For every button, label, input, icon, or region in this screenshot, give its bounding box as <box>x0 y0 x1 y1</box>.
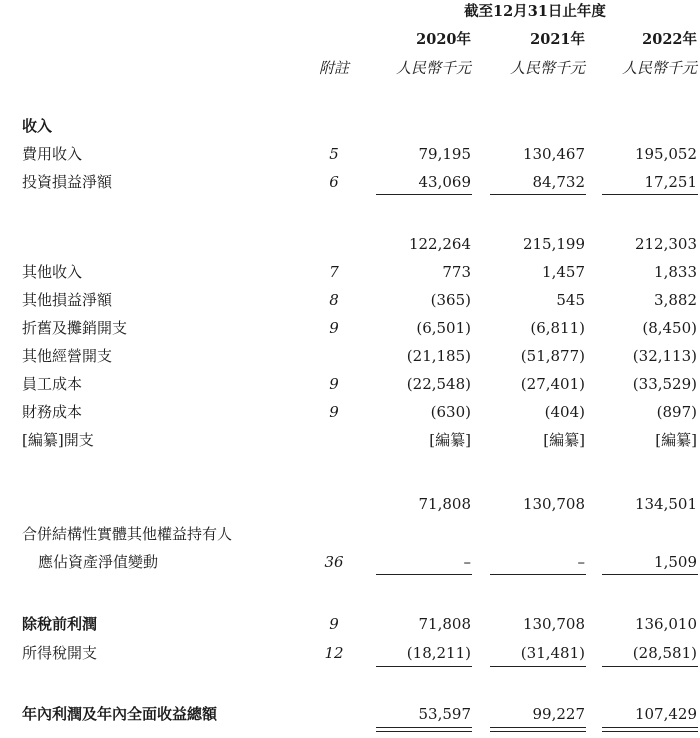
row-value-2021: 130,708 <box>522 615 585 633</box>
year-2021-header: 2021年 <box>530 31 585 48</box>
unit-header-2020: 人民幣千元 <box>395 59 471 77</box>
subtotal-value-2021: 130,708 <box>522 495 585 513</box>
row-value-2021: (31,481) <box>520 644 585 662</box>
row-value-2022: 1,509 <box>654 553 697 571</box>
subtotal-rule <box>376 574 472 575</box>
row-note: 5 <box>329 145 339 163</box>
row-label: 其他收入 <box>22 263 83 281</box>
unit-header-2022: 人民幣千元 <box>621 59 697 77</box>
subtotal-rule <box>376 666 472 667</box>
note-column-header: 附註 <box>318 59 349 77</box>
subtotal-value-2022: 212,303 <box>634 235 697 253</box>
row-label: 其他損益淨額 <box>22 291 113 309</box>
row-value-2020: 79,195 <box>418 145 471 163</box>
subtotal-rule <box>376 194 472 195</box>
row-label: 合併結構性實體其他權益持有人 <box>22 525 233 543</box>
total-double-rule <box>490 727 586 732</box>
row-label: 財務成本 <box>22 403 83 421</box>
row-value-2022: (897) <box>656 403 697 421</box>
total-double-rule <box>376 727 472 732</box>
row-value-2021: (6,811) <box>530 319 585 337</box>
row-value-2021: (27,401) <box>520 375 585 393</box>
year-2020-header: 2020年 <box>416 31 471 48</box>
row-value-2022: 136,010 <box>634 615 697 633</box>
row-note: 7 <box>329 263 339 281</box>
total-value-2021: 99,227 <box>532 705 585 723</box>
row-label: 員工成本 <box>22 375 83 393</box>
subtotal-value-2020: 122,264 <box>408 235 471 253</box>
subtotal-value-2022: 134,501 <box>634 495 697 513</box>
subtotal-rule <box>602 194 698 195</box>
subtotal-rule <box>490 194 586 195</box>
row-label-total: 年內利潤及年內全面收益總額 <box>22 705 218 723</box>
row-value-2020: (6,501) <box>416 319 471 337</box>
subtotal-rule <box>602 666 698 667</box>
row-value-2020: 43,069 <box>418 173 471 191</box>
subtotal-rule <box>490 666 586 667</box>
row-value-2022: (33,529) <box>632 375 697 393</box>
row-note: 9 <box>329 403 339 421</box>
unit-header-2021: 人民幣千元 <box>509 59 585 77</box>
row-note: 6 <box>329 173 339 191</box>
row-value-2022: 3,882 <box>654 291 697 309</box>
row-label: 其他經營開支 <box>22 347 113 365</box>
subtotal-rule <box>490 574 586 575</box>
row-note: 9 <box>329 615 339 633</box>
row-value-2022: 1,833 <box>654 263 697 281</box>
row-label: 除稅前利潤 <box>22 615 98 633</box>
row-note: 8 <box>329 291 339 309</box>
row-value-2022: (32,113) <box>632 347 697 365</box>
period-heading: 截至12月31日止年度 <box>464 3 606 20</box>
row-value-2020: (22,548) <box>406 375 471 393</box>
row-value-2022: (8,450) <box>642 319 697 337</box>
row-label: 投資損益淨額 <box>22 173 113 191</box>
total-value-2022: 107,429 <box>634 705 697 723</box>
subtotal-rule <box>602 574 698 575</box>
row-value-2020: (630) <box>430 403 471 421</box>
row-value-2021: [編纂] <box>543 431 585 449</box>
row-label: 折舊及攤銷開支 <box>22 319 128 337</box>
subtotal-value-2021: 215,199 <box>522 235 585 253</box>
row-value-2021: 545 <box>556 291 585 309</box>
row-value-2021: – <box>577 553 585 571</box>
row-note: 9 <box>329 319 339 337</box>
section-title-revenue: 收入 <box>22 117 53 135</box>
row-value-2020: 773 <box>442 263 471 281</box>
row-value-2022: 17,251 <box>644 173 697 191</box>
row-note: 9 <box>329 375 339 393</box>
row-value-2021: (404) <box>544 403 585 421</box>
row-value-2021: (51,877) <box>520 347 585 365</box>
year-2022-header: 2022年 <box>642 31 697 48</box>
row-label: 所得稅開支 <box>22 644 98 662</box>
row-value-2020: (21,185) <box>406 347 471 365</box>
row-value-2020: (18,211) <box>406 644 471 662</box>
row-note: 36 <box>324 553 344 571</box>
row-value-2020: [編纂] <box>429 431 471 449</box>
row-value-2022: [編纂] <box>655 431 697 449</box>
row-label: [編纂]開支 <box>22 431 94 449</box>
row-value-2021: 84,732 <box>532 173 585 191</box>
row-value-2020: – <box>463 553 471 571</box>
row-value-2021: 130,467 <box>522 145 585 163</box>
row-value-2020: (365) <box>430 291 471 309</box>
total-double-rule <box>602 727 698 732</box>
row-value-2021: 1,457 <box>542 263 585 281</box>
total-value-2020: 53,597 <box>418 705 471 723</box>
row-label: 費用收入 <box>22 145 83 163</box>
row-label-continued: 應佔資產淨值變動 <box>38 553 159 571</box>
row-value-2022: (28,581) <box>632 644 697 662</box>
row-value-2022: 195,052 <box>634 145 697 163</box>
row-value-2020: 71,808 <box>418 615 471 633</box>
row-note: 12 <box>324 644 344 662</box>
subtotal-value-2020: 71,808 <box>418 495 471 513</box>
